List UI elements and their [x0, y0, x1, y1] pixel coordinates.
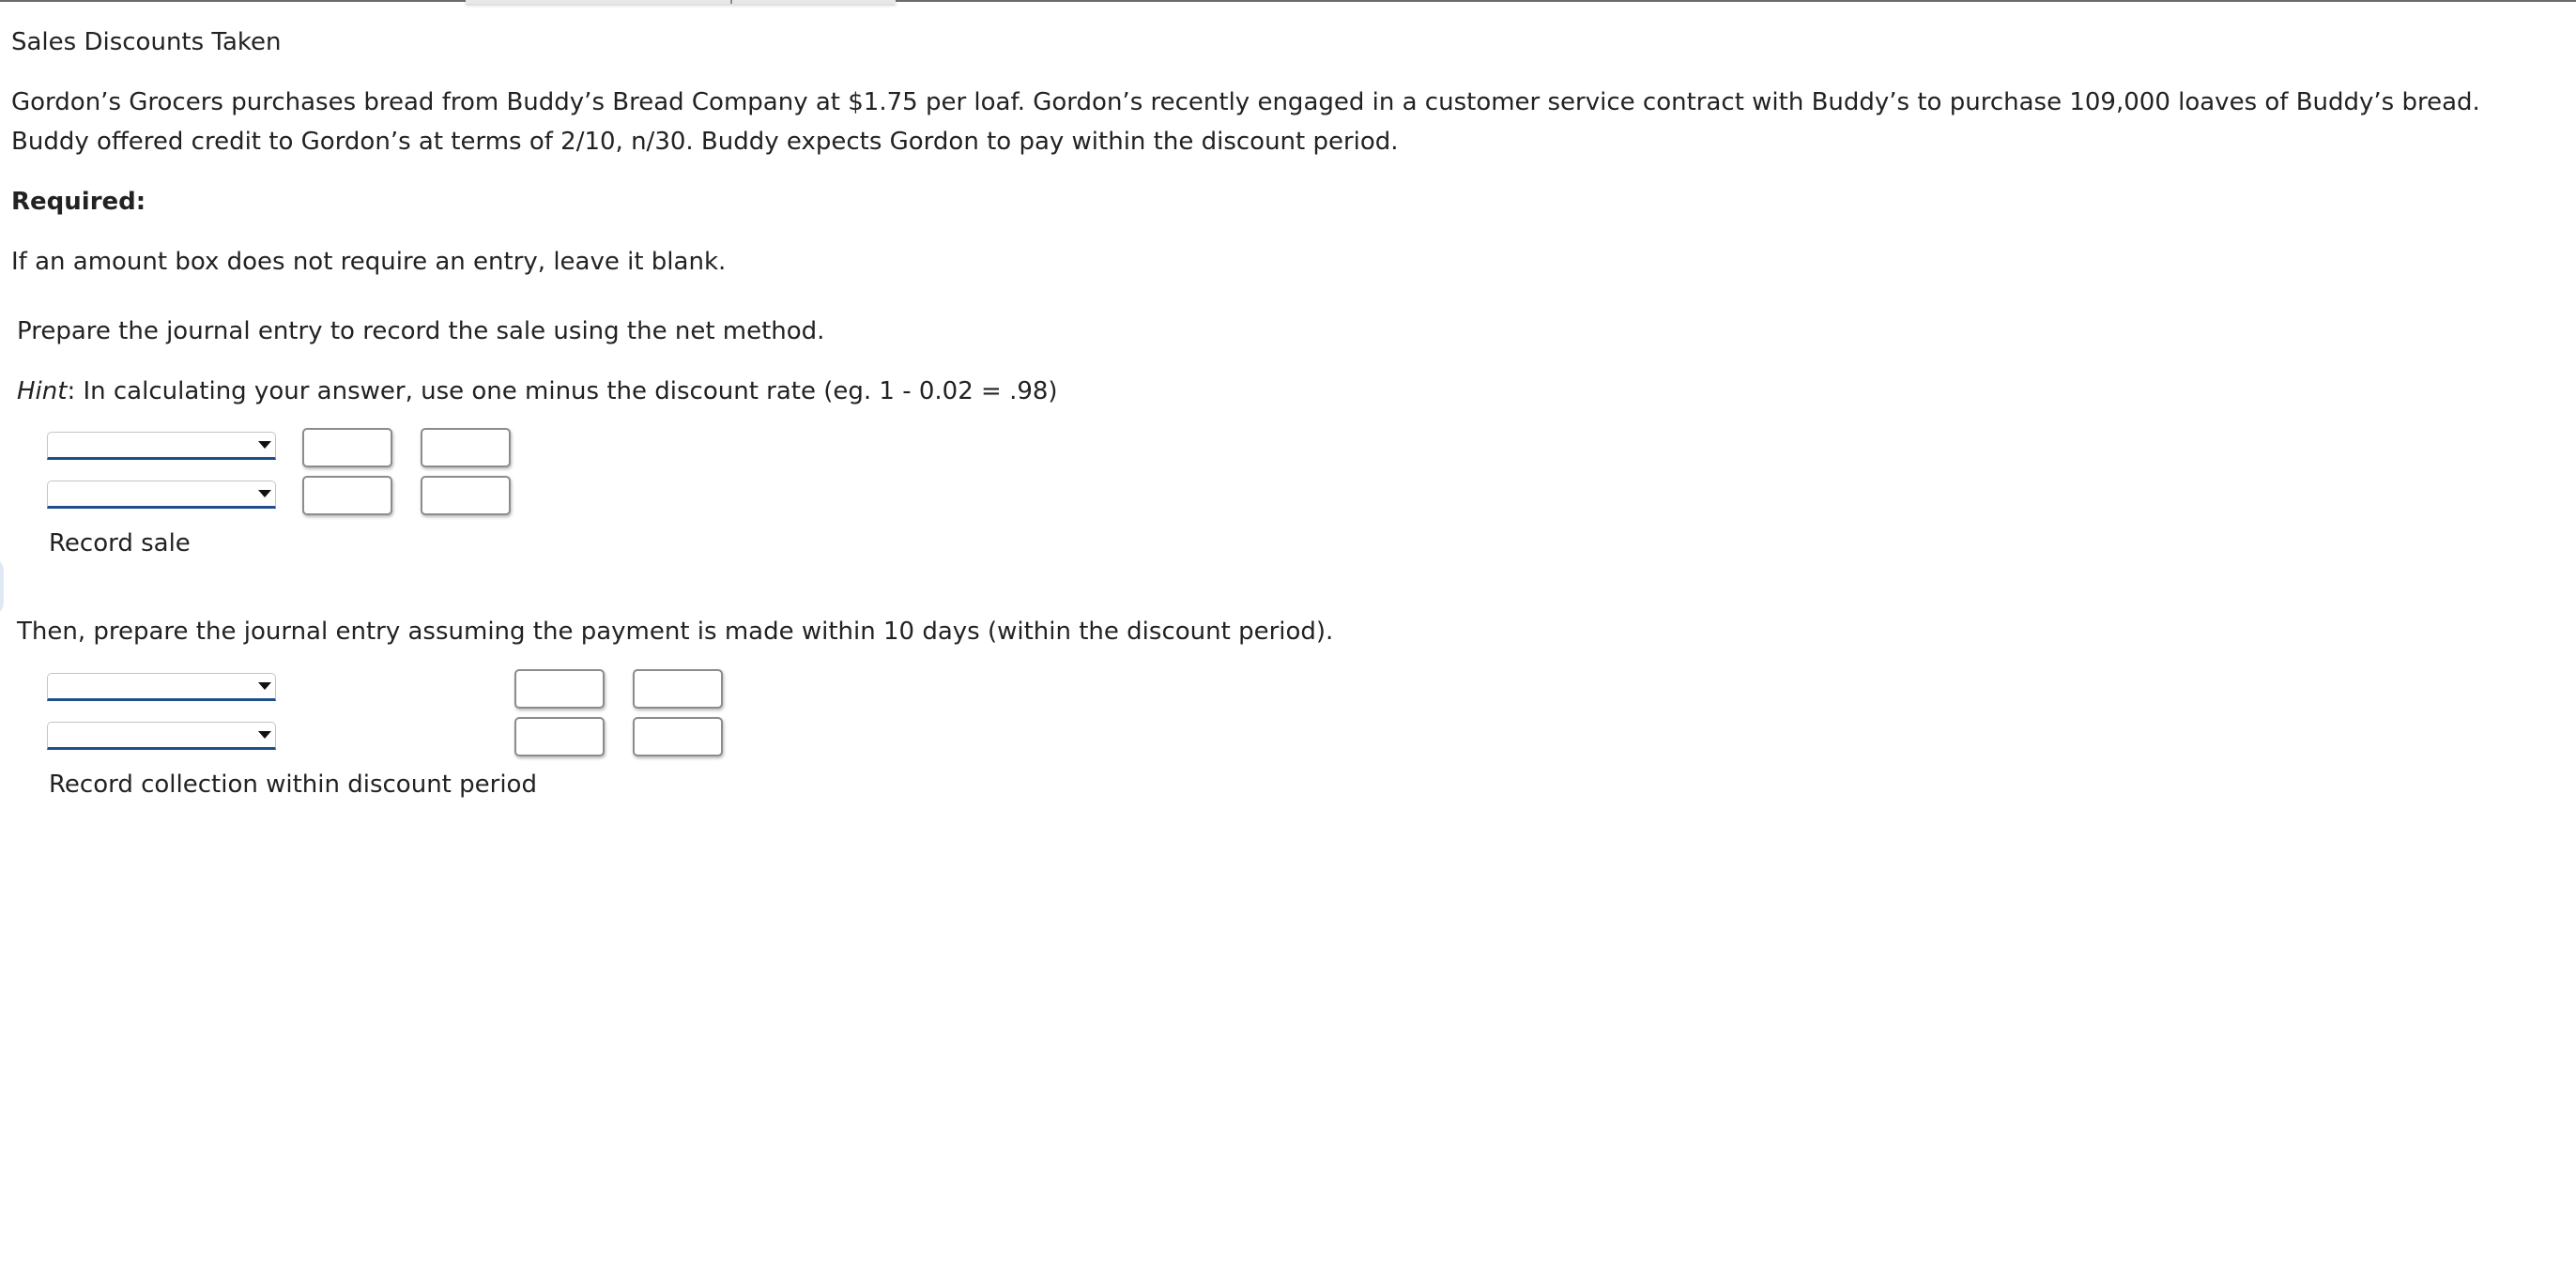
part2-row1-account-select[interactable]	[47, 673, 276, 701]
hint-text: : In calculating your answer, use one minus the discount rate (eg. 1 - 0.02 = .98)	[67, 377, 1058, 405]
part2-row1-debit-input[interactable]	[514, 669, 605, 709]
part1-row2-credit-input[interactable]	[421, 476, 511, 515]
chevron-down-icon	[258, 682, 271, 690]
page-title: Sales Discounts Taken	[11, 28, 282, 56]
chevron-down-icon	[258, 731, 271, 739]
part1-row1-credit-input[interactable]	[421, 428, 511, 467]
top-tab-handle	[466, 0, 896, 4]
part2-row2-account-select[interactable]	[47, 722, 276, 750]
left-edge-focus-glow	[0, 557, 4, 616]
part1-row2-account-select[interactable]	[47, 481, 276, 509]
chevron-down-icon	[258, 490, 271, 497]
part2-heading: Then, prepare the journal entry assuming the payment is made within 10 days (within the discount period).	[17, 618, 1334, 646]
part1-row2-debit-input[interactable]	[302, 476, 392, 515]
part1-row1-debit-input[interactable]	[302, 428, 392, 467]
required-label: Required:	[11, 188, 146, 216]
top-border-line	[0, 0, 2576, 2]
part2-entry-caption: Record collection within discount period	[49, 771, 537, 799]
chevron-down-icon	[258, 441, 271, 449]
part2-row1-credit-input[interactable]	[633, 669, 723, 709]
part1-entry-caption: Record sale	[49, 529, 191, 557]
part2-row2-debit-input[interactable]	[514, 717, 605, 756]
top-tab-notch	[730, 0, 732, 4]
part1-hint	[17, 375, 1058, 407]
part2-row2-credit-input[interactable]	[633, 717, 723, 756]
instruction-text: If an amount box does not require an entry, leave it blank.	[11, 248, 727, 276]
problem-statement: Gordon’s Grocers purchases bread from Buddy’s Bread Company at $1.75 per loaf. Gordon’s recently engaged in a customer service contract with Buddy’s to purchase 109,000 loaves of Buddy’s bread. Buddy offered credit to Gordon’s at terms of 2/10, n/30. Buddy expects Gordon to pay within the discount period.	[11, 88, 2480, 156]
part1-row1-account-select[interactable]	[47, 432, 276, 460]
part1-heading: Prepare the journal entry to record the sale using the net method.	[17, 317, 825, 345]
hint-label: Hint	[17, 377, 68, 405]
